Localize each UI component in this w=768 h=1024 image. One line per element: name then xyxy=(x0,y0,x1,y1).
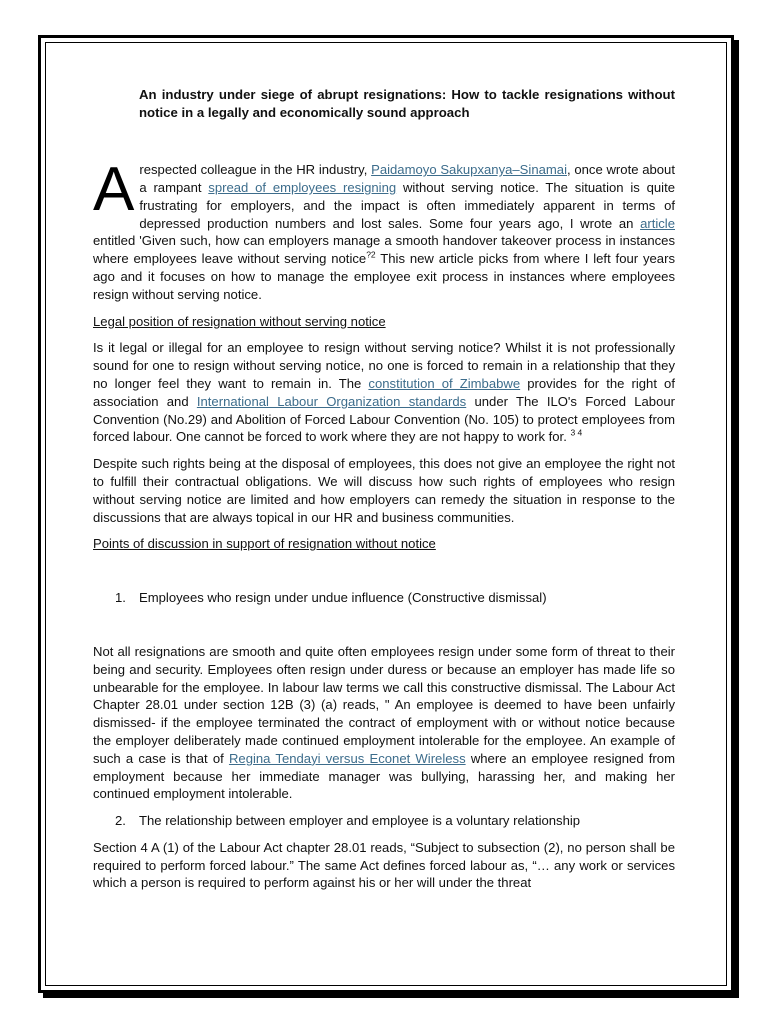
list-number: 1. xyxy=(115,590,126,606)
footnote-ref: ?2 xyxy=(366,249,376,260)
intro-paragraph: A respected colleague in the HR industry, Paidamoyo Sakupxanya–Sinamai, once wrote about a rampant spread of employees resigning without serving notice. The situation is quite frustrating for employers, and the impact is often immediately apparent in terms of depressed production numbers and lost sales. Some four years ago, I wrote an article entitled 'Given such, how can employers manage a smooth handover takeover process in instances where employees leave without serving notice$^{?2}$ This new article picks from where I left four years ago and it focuses on how to manage the employee exit process in instances where employees resign without serving notice. xyxy=(93,155,676,302)
spread-of-resignations-link[interactable]: spread of employees resigning xyxy=(208,179,397,195)
section-heading-points-of-discussion: Points of discussion in support of resignation without notice xyxy=(93,536,436,552)
list-item: 2. The relationship between employer and employee is a voluntary relationship xyxy=(115,813,581,829)
constructive-dismissal-paragraph: Not all resignations are smooth and quite often employees resign under some form of threat to their being and security. Employees often resign under duress or because an employer has made life so unbearable for the employee. In labour law terms we call this constructive dismissal. The Labour Act Chapter 28.01 under section 12B (3) (a) reads, " An employee is deemed to have been unfairly dismissed- if the employee terminated the contract of employment with or without notice because the employer deliberately made continued employment intolerable for the employee. An example of such a case is that of Regina Tendayi versus Econet Wireless where an employee resigned from employment because her immediate manager was bullying, harassing her, and making her continued employment intolerable. xyxy=(93,643,675,802)
footnote-ref: 3 4 xyxy=(570,427,583,438)
labour-act-paragraph: Section 4 A (1) of the Labour Act chapter 28.01 reads, “Subject to subsection (2), no person shall be required to perform forced labour.” The same Act defines forced labour as, “… any work or services which a person is required to perform against his or her will under the threat xyxy=(93,839,675,891)
list-number: 2. xyxy=(115,813,126,829)
legal-position-paragraph: Is it legal or illegal for an employee to resign without serving notice? Whilst it is not professionally sound for one to resign without serving notice, no one is forced to remain in a relationship that they no longer feel they want to remain in. The constitution of Zimbabwe provides for the right of association and International Labour Organization standards under The ILO's Forced Labour Convention (No.29) and Abolition of Forced Labour Convention (No. 105) to protect employees from forced labour. One cannot be forced to work where they are not happy to work for. $^{3 4}$ xyxy=(93,340,675,445)
list-item: 1. Employees who resign under undue influence (Constructive dismissal) xyxy=(115,590,547,606)
constitution-link[interactable]: constitution of Zimbabwe xyxy=(368,375,521,391)
ilo-standards-link[interactable]: International Labour Organization standards xyxy=(196,393,467,409)
case-link[interactable]: Regina Tendayi versus Econet Wireless xyxy=(228,750,466,766)
document-title: An industry under siege of abrupt resignations: How to tackle resignations without notice in a legally and economically sound approach xyxy=(139,87,675,120)
drop-cap: A xyxy=(93,155,135,225)
author-link[interactable]: Paidamoyo Sakupxanya–Sinamai xyxy=(371,162,567,178)
rights-paragraph: Despite such rights being at the disposal of employees, this does not give an employee the right not to fulfill their contractual obligations. We will discuss how such rights of employees who resign without serving notice are limited and how employers can remedy the situation in response to the discussions that are always topical in our HR and business communities. xyxy=(93,456,675,525)
article-link[interactable]: article xyxy=(640,215,675,231)
document-body xyxy=(93,86,675,892)
section-heading-legal-position: Legal position of resignation without serving notice xyxy=(93,313,386,329)
